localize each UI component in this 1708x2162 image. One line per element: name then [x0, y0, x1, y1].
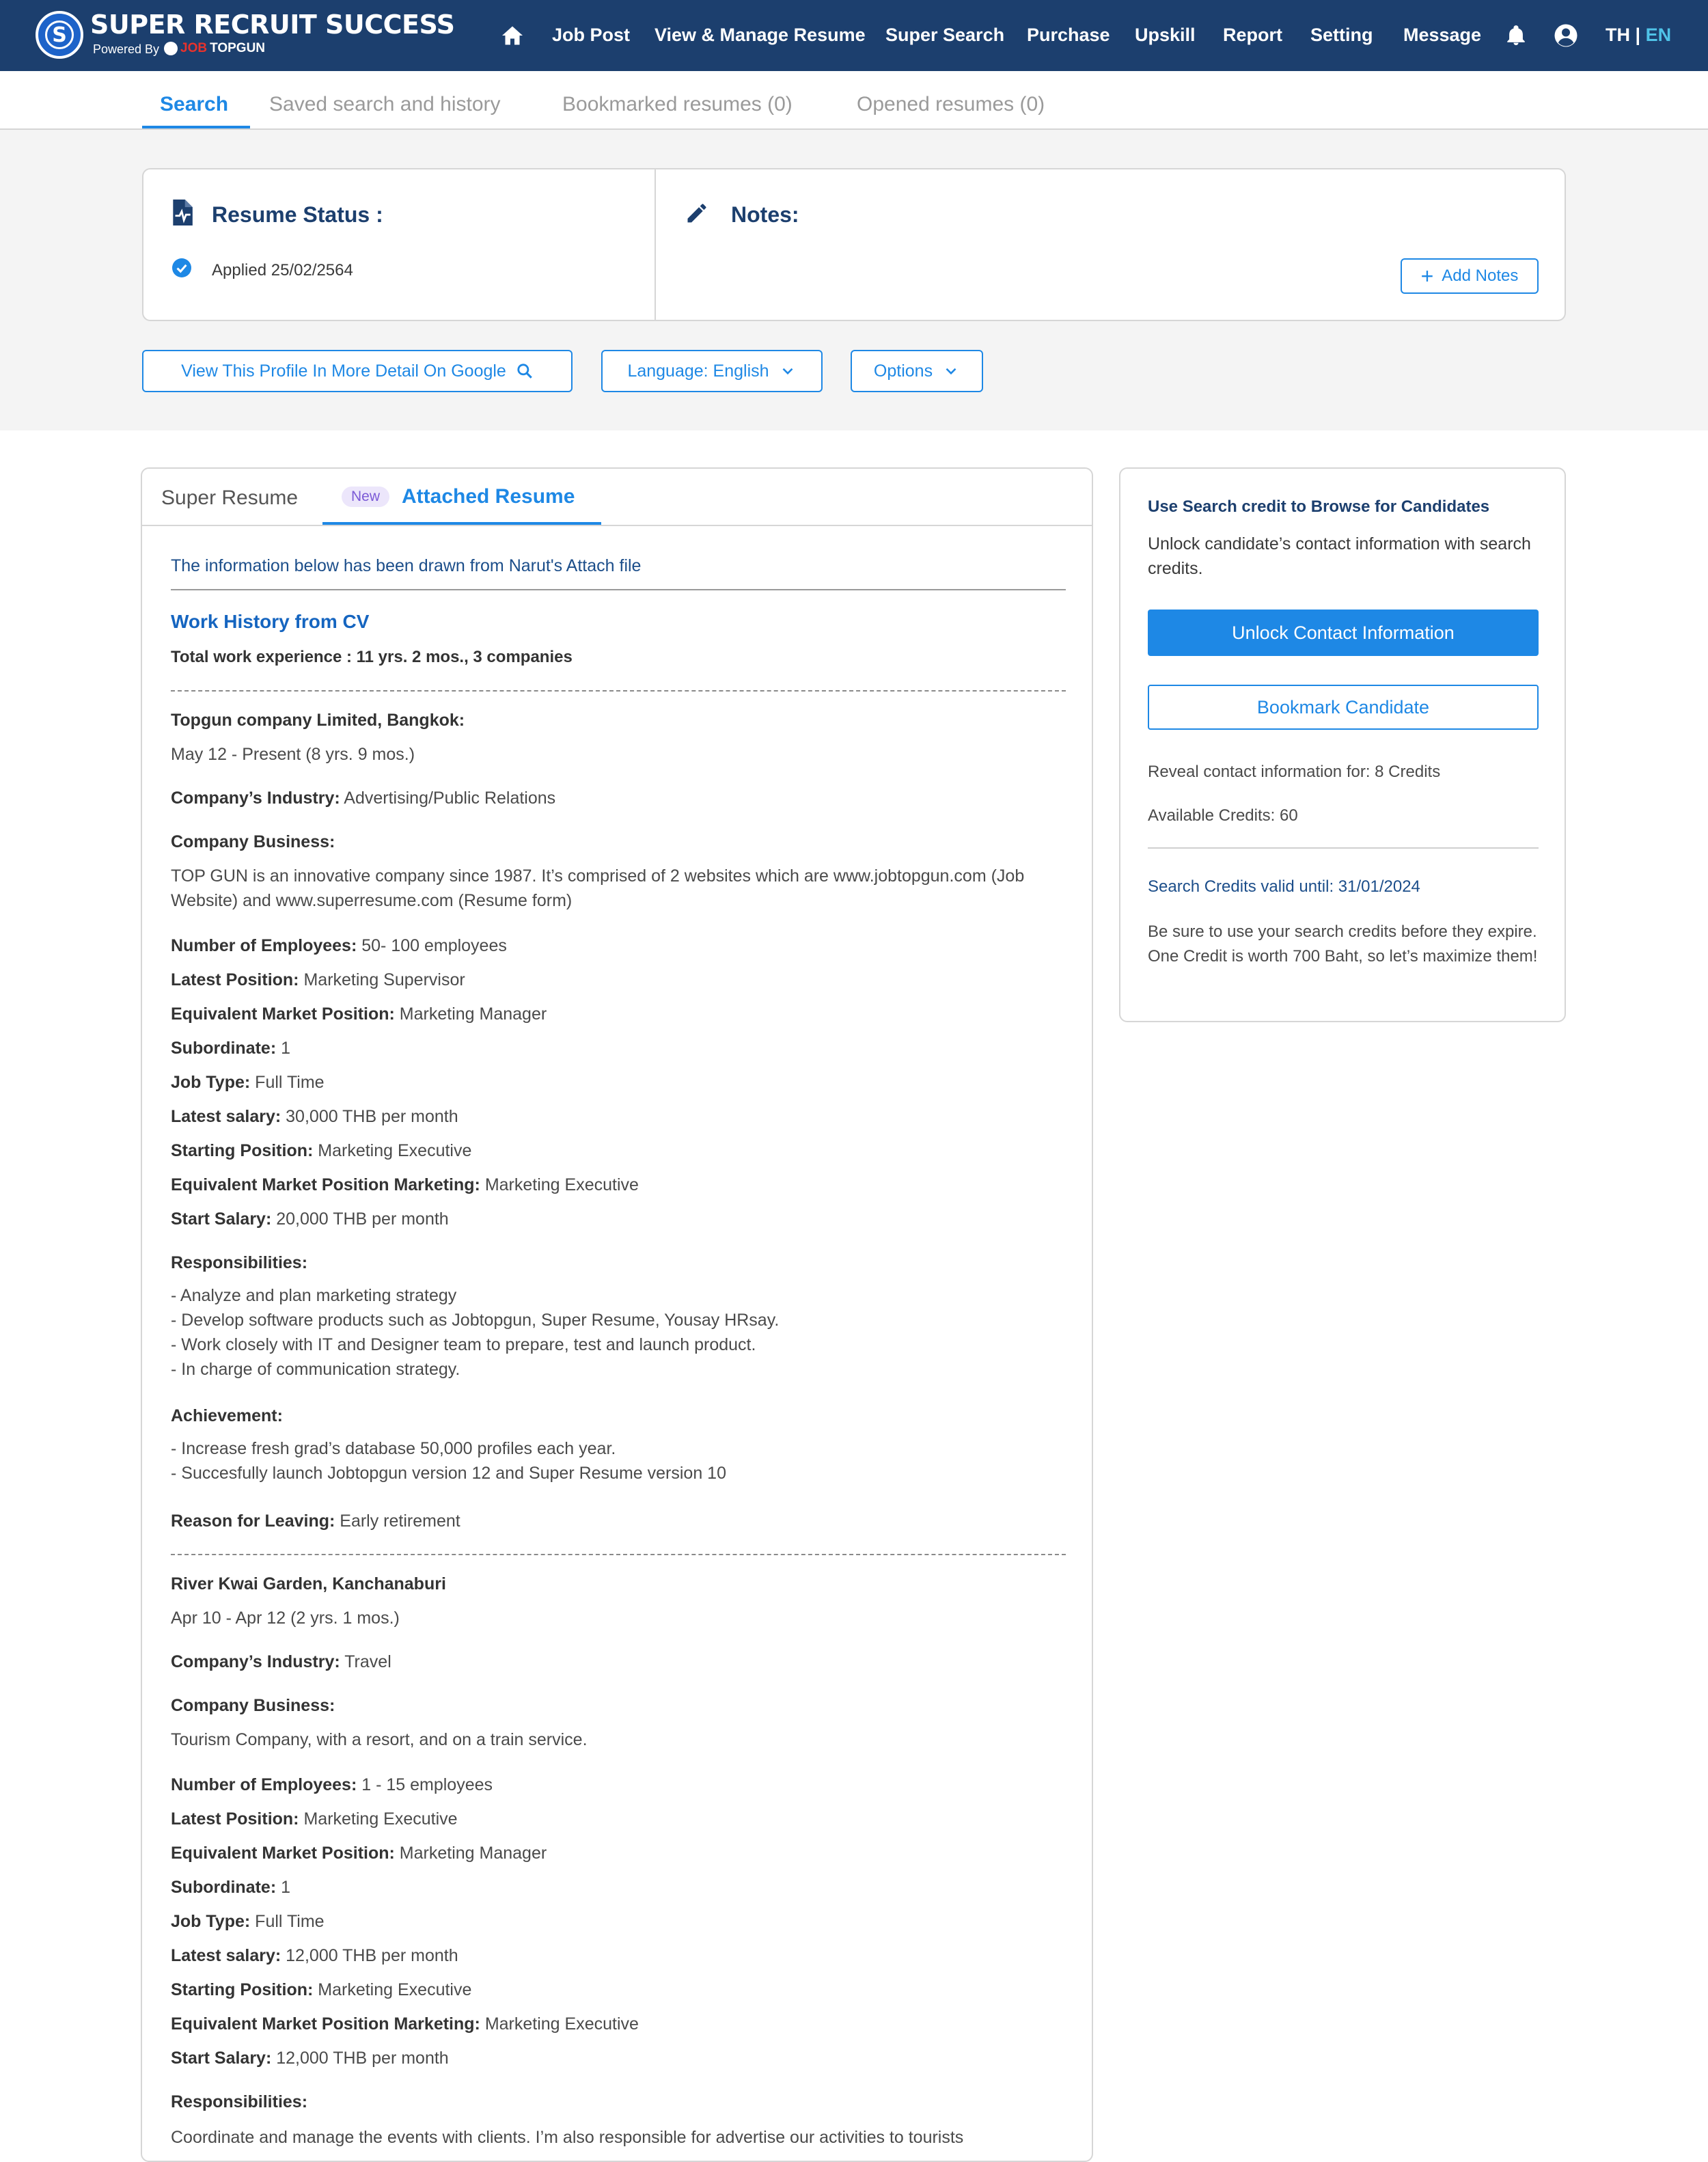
company-name: River Kwai Garden, Kanchanaburi [171, 1574, 446, 1593]
search-credit-description: Unlock candidate’s contact information with search credits. [1148, 534, 1531, 578]
active-resume-tab-indicator [322, 522, 601, 525]
card-divider [655, 169, 656, 320]
number-of-employees: Number of Employees: 1 - 15 employees [171, 1775, 493, 1794]
resume-status-notes-card [142, 168, 1566, 321]
company-business-label: Company Business: [171, 832, 335, 851]
responsibilities-list [171, 1283, 1059, 1382]
pencil-icon [685, 201, 709, 225]
latest-salary: Latest salary: 12,000 THB per month [171, 1946, 458, 1965]
chevron-down-icon [779, 362, 797, 380]
equivalent-market-position-marketing: Equivalent Market Position Marketing: Marketing Executive [171, 1175, 639, 1194]
powered-by-label: Powered By [93, 42, 160, 56]
search-credit-title: Use Search credit to Browse for Candidates [1148, 497, 1490, 516]
nav-report[interactable]: Report [1223, 25, 1282, 45]
subordinate: Subordinate: 1 [171, 1039, 291, 1058]
jobtopgun-logo-icon [164, 42, 178, 55]
nav-purchase[interactable]: Purchase [1027, 25, 1110, 45]
resume-panel [141, 467, 1093, 2162]
work-history-heading: Work History from CV [171, 611, 370, 632]
nav-job-post[interactable]: Job Post [552, 25, 631, 45]
document-status-icon [171, 200, 193, 225]
credits-expiry-note: Be sure to use your search credits before they expire. One Credit is worth 700 Baht, so let’s maximize them! [1148, 922, 1538, 966]
tab-attached-resume[interactable]: Attached Resume [402, 485, 575, 508]
lang-en[interactable]: EN [1645, 25, 1672, 45]
list-item: - Analyze and plan marketing strategy [171, 1286, 457, 1305]
search-credit-panel [1119, 467, 1566, 1022]
user-circle-icon[interactable] [1554, 23, 1578, 48]
reveal-credits-text: Reveal contact information for: 8 Credits [1148, 763, 1441, 781]
list-item: - Succesfully launch Jobtopgun version 12 and Super Resume version 10 [171, 1464, 726, 1483]
lang-th[interactable]: TH [1606, 25, 1630, 45]
nav-setting[interactable]: Setting [1310, 25, 1373, 45]
latest-position: Latest Position: Marketing Supervisor [171, 970, 465, 989]
job-type: Job Type: Full Time [171, 1073, 325, 1092]
search-icon [516, 362, 534, 380]
new-badge: New [342, 487, 389, 507]
latest-position: Latest Position: Marketing Executive [171, 1809, 458, 1829]
company-period: Apr 10 - Apr 12 (2 yrs. 1 mos.) [171, 1609, 400, 1628]
home-icon[interactable] [500, 23, 525, 48]
applied-status-text: Applied 25/02/2564 [212, 261, 353, 279]
company-industry: Company’s Industry: Travel [171, 1652, 391, 1671]
available-credits-text: Available Credits: 60 [1148, 806, 1298, 825]
list-item: - Increase fresh grad’s database 50,000 profiles each year. [171, 1439, 616, 1458]
intro-divider [171, 589, 1066, 590]
reason-for-leaving: Reason for Leaving: Early retirement [171, 1511, 460, 1531]
company-business: TOP GUN is an innovative company since 1987. It’s comprised of 2 websites which are www.jobtopgun.com (Job Website) and www.superresume.com (Resume form) [171, 866, 1025, 910]
top-navigation-bar [0, 0, 1708, 71]
section-divider [171, 1554, 1066, 1555]
tab-opened-resumes[interactable]: Opened resumes (0) [857, 93, 1045, 115]
side-divider [1148, 847, 1539, 849]
nav-super-search[interactable]: Super Search [885, 25, 1005, 45]
chevron-down-icon [942, 362, 960, 380]
number-of-employees: Number of Employees: 50- 100 employees [171, 936, 507, 955]
language-switcher[interactable]: TH | EN [1606, 25, 1672, 45]
sub-tabs [0, 71, 1708, 130]
list-item: - Develop software products such as Jobtopgun, Super Resume, Yousay HRsay. [171, 1311, 780, 1330]
start-salary: Start Salary: 12,000 THB per month [171, 2049, 449, 2068]
starting-position: Starting Position: Marketing Executive [171, 1980, 472, 1999]
achievement-list [171, 1436, 1059, 1486]
language-dropdown[interactable]: Language: English [601, 350, 823, 392]
equivalent-market-position: Equivalent Market Position: Marketing Manager [171, 1004, 547, 1024]
plus-icon: + [1420, 264, 1434, 288]
list-item: - In charge of communication strategy. [171, 1360, 460, 1379]
responsibilities-label: Responsibilities: [171, 1253, 308, 1272]
company-name: Topgun company Limited, Bangkok: [171, 711, 465, 730]
total-work-experience: Total work experience : 11 yrs. 2 mos., 3 companies [171, 648, 573, 666]
equivalent-market-position: Equivalent Market Position: Marketing Manager [171, 1844, 547, 1863]
notes-title: Notes: [731, 202, 799, 227]
app-title[interactable]: SUPER RECRUIT SUCCESS [90, 10, 455, 40]
company-period: May 12 - Present (8 yrs. 9 mos.) [171, 745, 415, 764]
attach-file-intro: The information below has been drawn from Narut's Attach file [171, 556, 642, 575]
start-salary: Start Salary: 20,000 THB per month [171, 1209, 449, 1229]
jobtopgun-brand: JOB TOPGUN [164, 41, 265, 56]
starting-position: Starting Position: Marketing Executive [171, 1141, 472, 1160]
resume-tabs [142, 469, 1092, 526]
bookmark-candidate-button[interactable]: Bookmark Candidate [1148, 685, 1539, 730]
super-resume-logo-icon[interactable]: S [36, 11, 83, 59]
company-industry: Company’s Industry: Advertising/Public Relations [171, 789, 556, 808]
tab-saved-search-history[interactable]: Saved search and history [269, 93, 501, 115]
responsibilities-text: Coordinate and manage the events with clients. I’m also responsible for advertise our activities to tourists [171, 2128, 964, 2147]
company-business: Tourism Company, with a resort, and on a train service. [171, 1730, 588, 1749]
view-profile-google-button[interactable]: View This Profile In More Detail On Google [142, 350, 573, 392]
latest-salary: Latest salary: 30,000 THB per month [171, 1107, 458, 1126]
check-circle-icon [172, 258, 191, 277]
subordinate: Subordinate: 1 [171, 1878, 291, 1897]
nav-message[interactable]: Message [1403, 25, 1482, 45]
nav-upskill[interactable]: Upskill [1135, 25, 1196, 45]
section-divider [171, 690, 1066, 692]
tab-super-resume[interactable]: Super Resume [161, 487, 299, 509]
list-item: - Work closely with IT and Designer team to prepare, test and launch product. [171, 1335, 756, 1354]
tab-bookmarked-resumes[interactable]: Bookmarked resumes (0) [562, 93, 793, 115]
resume-status-title: Resume Status : [212, 202, 383, 227]
company-business-label: Company Business: [171, 1696, 335, 1715]
credits-valid-until: Search Credits valid until: 31/01/2024 [1148, 877, 1420, 896]
bell-icon[interactable] [1504, 23, 1528, 48]
equivalent-market-position-marketing: Equivalent Market Position Marketing: Marketing Executive [171, 2014, 639, 2034]
add-notes-button[interactable]: + Add Notes [1401, 258, 1539, 294]
nav-view-manage-resume[interactable]: View & Manage Resume [655, 25, 866, 45]
achievement-label: Achievement: [171, 1406, 283, 1425]
active-tab-indicator [142, 126, 250, 128]
tab-search[interactable]: Search [160, 93, 229, 115]
options-dropdown[interactable]: Options [851, 350, 983, 392]
job-type: Job Type: Full Time [171, 1912, 325, 1931]
responsibilities-label: Responsibilities: [171, 2092, 308, 2111]
unlock-contact-button[interactable]: Unlock Contact Information [1148, 610, 1539, 656]
